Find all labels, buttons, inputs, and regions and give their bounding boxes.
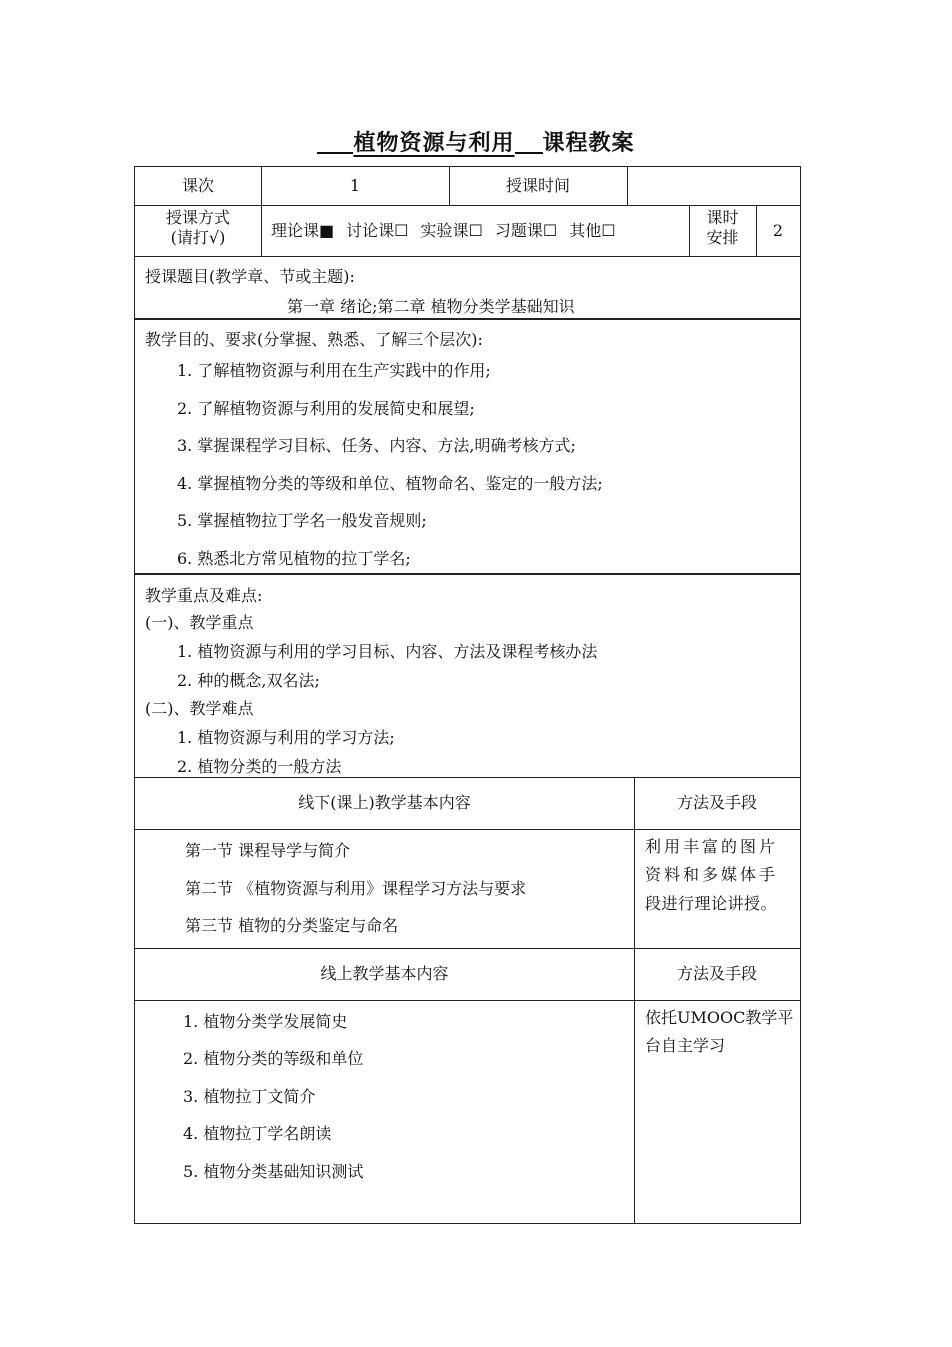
mode-label: 授课方式 (请打√) <box>165 208 230 247</box>
online-item: 1. 植物分类学发展简史 <box>183 1012 348 1031</box>
objective-item: 3. 掌握课程学习目标、任务、内容、方法,明确考核方式; <box>177 436 576 455</box>
offline-method-line: 段进行理论讲授。 <box>645 894 778 913</box>
difficulty-item: 2. 植物分类的一般方法 <box>177 757 342 776</box>
page-title <box>0 126 952 157</box>
objectives-label: 教学目的、要求(分掌握、熟悉、了解三个层次): <box>145 330 483 349</box>
objective-item: 1. 了解植物资源与利用在生产实践中的作用; <box>177 361 491 380</box>
online-header: 线上教学基本内容 <box>320 964 449 983</box>
time-value <box>627 167 800 205</box>
online-item: 5. 植物分类基础知识测试 <box>183 1162 364 1181</box>
topic-label: 授课题目(教学章、节或主题): <box>145 267 355 286</box>
online-method-line: 台自主学习 <box>645 1036 726 1055</box>
objective-item: 5. 掌握植物拉丁学名一般发音规则; <box>177 511 427 530</box>
online-item: 3. 植物拉丁文简介 <box>183 1087 316 1106</box>
mode-option-theory[interactable]: 理论课■ <box>271 220 335 240</box>
mode-option-lab[interactable]: 实验课☐ <box>420 220 483 240</box>
difficulty-item: 1. 植物资源与利用的学习方法; <box>177 728 395 747</box>
offline-section: 第二节 《植物资源与利用》课程学习方法与要求 <box>185 879 527 898</box>
mode-option-discussion[interactable]: 讨论课☐ <box>346 220 409 240</box>
objective-item: 4. 掌握植物分类的等级和单位、植物命名、鉴定的一般方法; <box>177 474 603 493</box>
difficulty-heading: (二)、教学难点 <box>145 699 254 718</box>
time-label: 授课时间 <box>505 176 570 195</box>
lesson-plan-table <box>134 166 801 1224</box>
objective-item: 6. 熟悉北方常见植物的拉丁学名; <box>177 549 411 568</box>
title-suffix: 课程教案 <box>542 131 635 156</box>
online-item: 4. 植物拉丁学名朗读 <box>183 1124 332 1143</box>
hours-label: 课时 安排 <box>706 208 739 247</box>
offline-method-line: 利用丰富的图片 <box>645 837 779 856</box>
lesson-label: 课次 <box>181 176 214 195</box>
topic-value: 第一章 绪论;第二章 植物分类学基础知识 <box>287 297 575 316</box>
offline-section: 第一节 课程导学与简介 <box>185 841 351 860</box>
focus-item: 2. 种的概念,双名法; <box>177 671 320 690</box>
focus-item: 1. 植物资源与利用的学习目标、内容、方法及课程考核办法 <box>177 642 598 661</box>
objective-item: 2. 了解植物资源与利用的发展简史和展望; <box>177 399 475 418</box>
course-name: 植物资源与利用 <box>353 131 515 156</box>
online-item: 2. 植物分类的等级和单位 <box>183 1049 364 1068</box>
lesson-value: 1 <box>349 176 361 195</box>
focus-heading: (一)、教学重点 <box>145 613 254 632</box>
hours-value: 2 <box>772 220 784 240</box>
offline-section: 第三节 植物的分类鉴定与命名 <box>185 916 399 935</box>
offline-header: 线下(课上)教学基本内容 <box>298 793 471 812</box>
mode-option-other[interactable]: 其他☐ <box>569 220 616 240</box>
mode-options <box>271 205 691 256</box>
online-method-header: 方法及手段 <box>676 964 757 983</box>
mode-option-exercise[interactable]: 习题课☐ <box>494 220 558 240</box>
offline-method-line: 资料和多媒体手 <box>645 865 779 884</box>
online-method-line: 依托UMOOC教学平 <box>645 1008 794 1027</box>
offline-method-header: 方法及手段 <box>676 793 757 812</box>
key-points-label: 教学重点及难点: <box>145 586 263 605</box>
